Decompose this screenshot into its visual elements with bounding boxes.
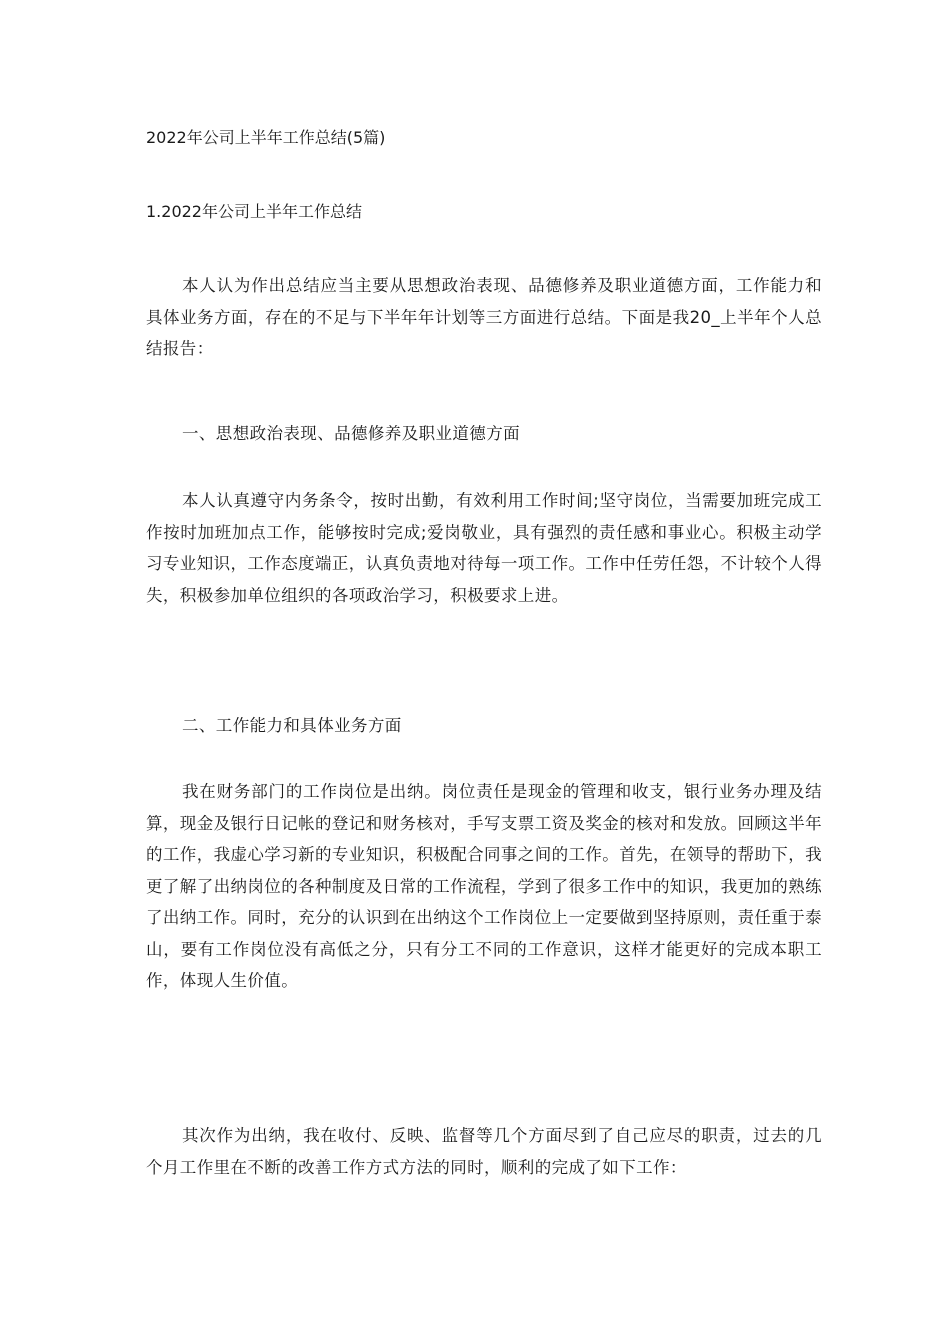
section1-paragraph: 本人认真遵守内务条令，按时出勤，有效利用工作时间;坚守岗位，当需要加班完成工作按时加班加点工作，能够按时完成;爱岗敬业，具有强烈的责任感和事业心。积极主动学习专业知识，工作态度端正，认真负责地对待每一项工作。工作中任劳任怨，不计较个人得失，积极参加单位组织的各项政治学习，积极要求上进。 (146, 491, 822, 605)
intro-paragraph: 本人认为作出总结应当主要从思想政治表现、品德修养及职业道德方面，工作能力和具体业务方面，存在的不足与下半年年计划等三方面进行总结。下面是我20_上半年个人总结报告： (146, 276, 822, 358)
section2-heading: 二、工作能力和具体业务方面 (182, 716, 402, 735)
section2-paragraph-1: 我在财务部门的工作岗位是出纳。岗位责任是现金的管理和收支，银行业务办理及结算，现金及银行日记帐的登记和财务核对，手写支票工资及奖金的核对和发放。回顾这半年的工作，我虚心学习新的专业知识，积极配合同事之间的工作。首先，在领导的帮助下，我更了解了出纳岗位的各种制度及日常的工作流程，学到了很多工作中的知识，我更加的熟练了出纳工作。同时，充分的认识到在出纳这个工作岗位上一定要做到坚持原则，责任重于泰山，要有工作岗位没有高低之分，只有分工不同的工作意识，这样才能更好的完成本职工作，体现人生价值。 (146, 782, 822, 990)
section2-paragraph-2: 其次作为出纳，我在收付、反映、监督等几个方面尽到了自己应尽的职责，过去的几个月工作里在不断的改善工作方式方法的同时，顺利的完成了如下工作： (146, 1126, 822, 1177)
document-title: 2022年公司上半年工作总结(5篇) (146, 128, 386, 147)
section1-heading: 一、思想政治表现、品德修养及职业道德方面 (182, 424, 520, 443)
document-subtitle: 1.2022年公司上半年工作总结 (146, 202, 362, 221)
